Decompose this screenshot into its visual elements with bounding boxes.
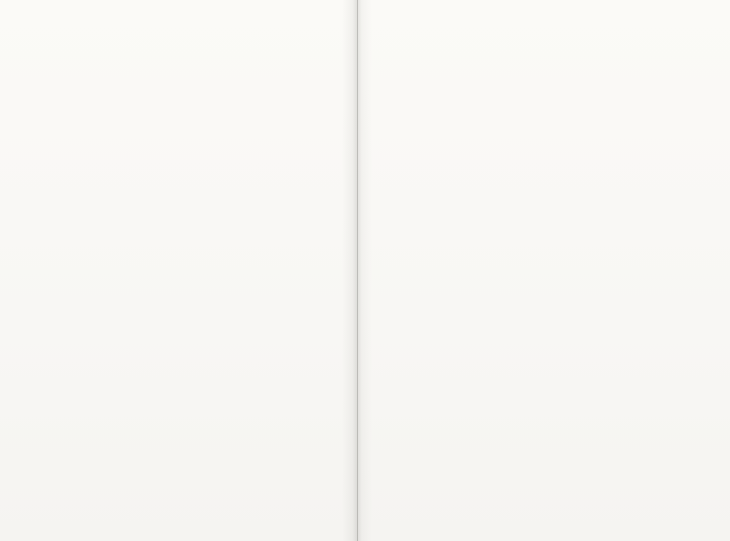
right-table-body (360, 54, 702, 57)
contents-table-left (22, 55, 353, 58)
contents-table-right (360, 54, 702, 57)
book-spine-line (357, 0, 358, 541)
left-table-body (22, 55, 353, 58)
book-fold-shadow (342, 0, 372, 541)
